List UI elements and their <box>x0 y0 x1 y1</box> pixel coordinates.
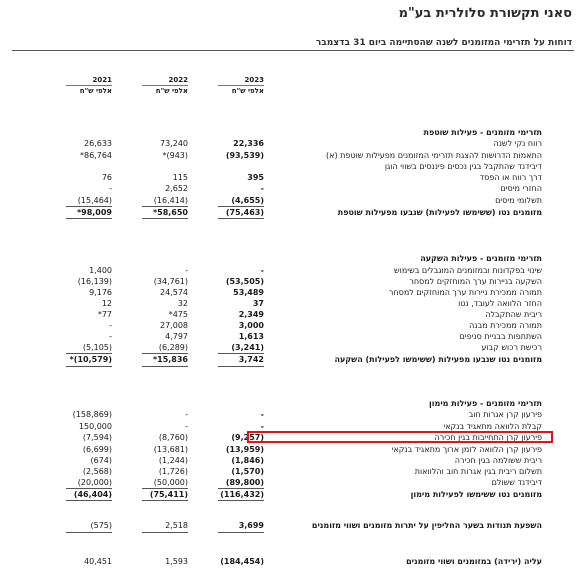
cash-change-row: עליה (ירידה) במזומנים ושווי מזומנים (184,454) 1,593 40,451 <box>84 557 542 566</box>
unit-header-2022: אלפי ש"ח <box>155 87 188 95</box>
company-name: סאני תקשורת סלולרית בע"מ <box>398 6 572 21</box>
statement-subtitle: דוחות על תזרימי המזומנים לשנה שהסתיימה ביום 31 בדצמבר <box>315 38 572 48</box>
table-row: פירעון קרן אגרות חוב - - (158,869) <box>72 410 542 419</box>
operating-total-row: מזומנים נטו (ששימשו לפעילות) שנבעו מפעילות שוטפת (75,463) *58,650 *98,009 <box>76 208 542 217</box>
table-row: תשלומי מיסים (4,655) (16,414) (15,464) <box>77 196 542 205</box>
section-heading: תזרימי מזומנים - פעילות השקעה <box>420 254 542 263</box>
table-row: קבלת הלוואה מתאגיד בנקאי - - 150,000 <box>78 422 542 431</box>
table-row: החזר הלוואה לעובד, נטו 37 32 12 <box>101 299 542 308</box>
table-row: רכישת רכוש קבוע (3,241) (6,289) (5,105) <box>82 343 542 352</box>
table-row: השקעה בניירות ערך המוחזקים למסחר (53,505) (34,761) (16,139) <box>77 277 542 286</box>
total-rule <box>142 532 188 533</box>
table-row: תמורה ממכירת ניירות ערך המוחזקים למסחר 53,489 24,574 9,176 <box>89 288 542 297</box>
table-row: שינוי בפקדונות ובמזומנים המוגבלים בשימוש - - 1,400 <box>89 266 542 275</box>
financing-total-row: מזומנים נטו ששימשו לפעילות מימון (116,432) (75,411) (46,404) <box>73 490 542 499</box>
total-rule <box>218 532 264 533</box>
year-rule-2022 <box>142 85 188 86</box>
total-rule <box>66 366 112 367</box>
total-rule <box>218 218 264 219</box>
table-row: השתתפות בבניית סניפים 1,613 4,797 - <box>109 332 542 341</box>
total-rule <box>66 500 112 501</box>
year-header-2021: 2021 <box>92 76 112 84</box>
table-row: דיבידנד ששולם (89,800) (50,000) (20,000) <box>77 478 542 487</box>
operating-heading <box>0 127 586 138</box>
total-rule <box>218 366 264 367</box>
table-row: התאמות הדרושות להצגת תזרימי המזומנים מפעילות שוטפת (א) (93,539) *(943) *86,764 <box>80 151 542 160</box>
table-row-highlighted: פירעון קרן התחייבות בגין חכירה (9,257) (8,760) (7,594) <box>82 433 542 442</box>
highlight-box <box>247 431 553 443</box>
table-row: החזרי מיסים - 2,652 - <box>109 184 542 193</box>
total-rule <box>142 500 188 501</box>
year-rule-2023 <box>218 85 264 86</box>
table-row: דיבידנד שהתקבל בגין נכסים פיננסים בשווי הוגן <box>384 162 542 171</box>
fx-effect-row: השפעת תנודות בשער החליפין על יתרות מזומנים ושווי מזומנים 3,699 2,518 (575) <box>90 521 542 530</box>
unit-header-2021: אלפי ש"ח <box>79 87 112 95</box>
total-rule <box>66 218 112 219</box>
total-rule <box>142 218 188 219</box>
table-row: פירעון קרן הלוואה לזמן ארוך מתאגיד בנקאי (13,959) (13,681) (6,699) <box>82 445 542 454</box>
unit-header-2023: אלפי ש"ח <box>231 87 264 95</box>
table-row: תמורה ממכירת מבנה 3,000 27,008 - <box>109 321 542 330</box>
table-row: דרך רווח או הפסד 395 115 76 <box>101 173 542 182</box>
investing-heading <box>0 253 586 264</box>
year-header-2022: 2022 <box>168 76 188 84</box>
table-row: תשלום ריבית בגין אגרות חוב והלוואות (1,570) (1,726) (2,568) <box>82 467 542 476</box>
table-row: רווח נקי לשנה 22,336 73,240 26,633 <box>84 139 542 148</box>
total-rule <box>66 532 112 533</box>
year-header-2023: 2023 <box>244 76 264 84</box>
investing-total-row: מזומנים נטו שנבעו מפעילות (ששימשו לפעילות) השקעה 3,742 *15,836 *(10,579) <box>69 355 542 364</box>
total-rule <box>218 500 264 501</box>
table-row: ריבית שהתקבלה 2,349 *475 *77 <box>97 310 542 319</box>
total-rule <box>142 366 188 367</box>
year-rule-2021 <box>66 85 112 86</box>
financing-heading <box>0 398 586 409</box>
section-heading: תזרימי מזומנים - פעילות שוטפת <box>423 128 542 137</box>
section-heading: תזרימי מזומנים - פעילות מימון <box>429 399 542 408</box>
title-rule <box>12 50 574 51</box>
table-row: ריבית ששולמה בגין חכירה (1,846) (1,244) (674) <box>90 456 542 465</box>
